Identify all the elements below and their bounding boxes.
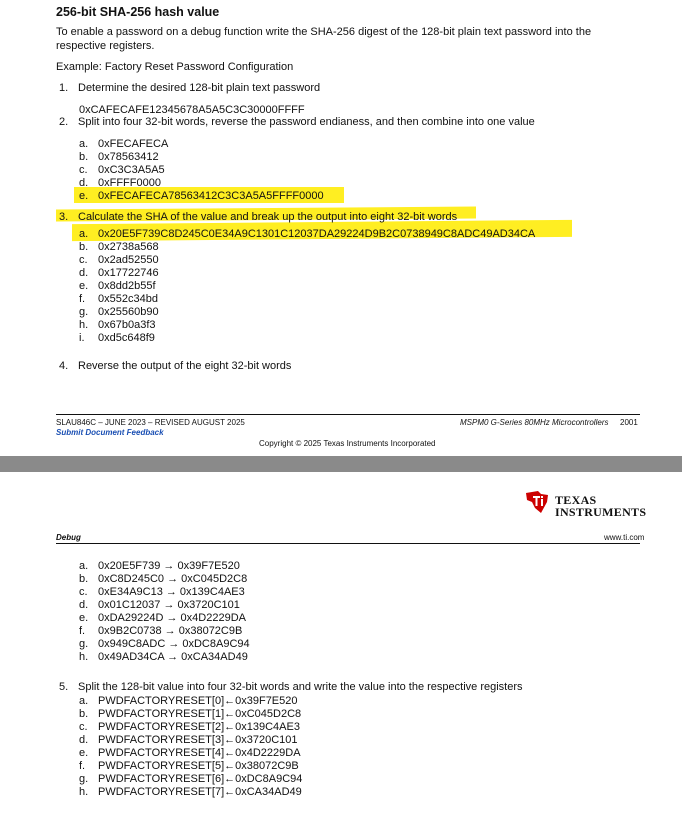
document-page-2	[0, 472, 682, 816]
list-item: 0x2738a568	[98, 241, 159, 253]
list-item-marker: b.	[79, 151, 89, 163]
list-item-marker: b.	[79, 573, 89, 585]
step-3-text: Calculate the SHA of the value and break up the output into eight 32-bit words	[78, 211, 458, 223]
list-item-marker: b.	[79, 241, 89, 253]
list-item: 0x552c34bd	[98, 293, 158, 305]
reversed-word: 0xDA29224D → 0x4D2229DA	[98, 612, 246, 624]
intro-line-1: To enable a password on a debug function write the SHA-256 digest of the 128-bit plain text password into the	[56, 26, 592, 38]
step-4-number: 4.	[59, 360, 69, 372]
list-item-marker: c.	[79, 164, 88, 176]
intro-line-2: respective registers.	[56, 40, 155, 52]
combined-value: 0xFECAFECA78563412C3C3A5A5FFFF0000	[98, 190, 324, 202]
list-item-marker: h.	[79, 786, 89, 798]
step-5-text: Split the 128-bit value into four 32-bit words and write the value into the respective registers	[78, 681, 523, 693]
list-item-marker: a.	[79, 228, 89, 240]
page-separator	[0, 456, 682, 472]
section-name: Debug	[56, 533, 81, 542]
list-item-marker: f.	[79, 625, 86, 637]
step-1-text: Determine the desired 128-bit plain text password	[78, 82, 321, 94]
list-item-marker: b.	[79, 708, 89, 720]
step-4-text: Reverse the output of the eight 32-bit words	[78, 360, 292, 372]
section-heading: 256-bit SHA-256 hash value	[56, 5, 220, 19]
logo-text-texas: TEXAS	[555, 493, 597, 507]
page-number: 2001	[620, 418, 638, 427]
list-item-marker: c.	[79, 721, 88, 733]
list-item: 0x2ad52550	[98, 254, 159, 266]
step-3-number: 3.	[59, 211, 69, 223]
list-item: 0x78563412	[98, 151, 159, 163]
step-1-number: 1.	[59, 82, 69, 94]
list-item-marker: h.	[79, 651, 89, 663]
website: www.ti.com	[604, 533, 645, 542]
plain-password-value: 0xCAFECAFE12345678A5A5C3C30000FFFF	[79, 104, 305, 116]
submit-feedback-link[interactable]: Submit Document Feedback	[56, 428, 164, 437]
reversed-word: 0xE34A9C13 → 0x139C4AE3	[98, 586, 245, 598]
list-item-marker: c.	[79, 586, 88, 598]
document-id: SLAU846C – JUNE 2023 – REVISED AUGUST 2025	[56, 418, 245, 427]
list-item: 0xC3C3A5A5	[98, 164, 165, 176]
reversed-word: 0xC8D245C0 → 0xC045D2C8	[98, 573, 248, 585]
reversed-word: 0x949C8ADC → 0xDC8A9C94	[98, 638, 250, 650]
reversed-word: 0x20E5F739 → 0x39F7E520	[98, 560, 240, 572]
list-item-marker: a.	[79, 695, 89, 707]
example-title: Example: Factory Reset Password Configuration	[56, 61, 294, 73]
list-item-marker: d.	[79, 177, 89, 189]
list-item-marker: f.	[79, 760, 86, 772]
list-item-marker: e.	[79, 280, 89, 292]
register-assignment: PWDFACTORYRESET[4]←0x4D2229DA	[98, 747, 301, 759]
list-item: 0x25560b90	[98, 306, 159, 318]
step-2-number: 2.	[59, 116, 69, 128]
register-assignment: PWDFACTORYRESET[0]←0x39F7E520	[98, 695, 298, 707]
ti-logo-icon	[524, 490, 550, 519]
list-item-marker: h.	[79, 319, 89, 331]
copyright: Copyright © 2025 Texas Instruments Incorporated	[259, 439, 436, 448]
list-item-marker: g.	[79, 638, 89, 650]
list-item-marker: d.	[79, 267, 89, 279]
list-item: 0x8dd2b55f	[98, 280, 156, 292]
list-item-marker: f.	[79, 293, 86, 305]
register-assignment: PWDFACTORYRESET[6]←0xDC8A9C94	[98, 773, 303, 785]
list-item-marker: i.	[79, 332, 85, 344]
register-assignment: PWDFACTORYRESET[2]←0x139C4AE3	[98, 721, 300, 733]
register-assignment: PWDFACTORYRESET[5]←0x38072C9B	[98, 760, 299, 772]
list-item-marker: e.	[79, 612, 89, 624]
list-item-marker: d.	[79, 734, 89, 746]
list-item: 0xd5c648f9	[98, 332, 155, 344]
logo-text-instruments: INSTRUMENTS	[555, 505, 647, 519]
list-item: 0xFFFF0000	[98, 177, 161, 189]
step-5-number: 5.	[59, 681, 69, 693]
register-assignment: PWDFACTORYRESET[3]←0x3720C101	[98, 734, 298, 746]
reversed-word: 0x49AD34CA → 0xCA34AD49	[98, 651, 248, 663]
list-item-marker: d.	[79, 599, 89, 611]
list-item-marker: c.	[79, 254, 88, 266]
register-assignment: PWDFACTORYRESET[7]←0xCA34AD49	[98, 786, 302, 798]
sha-digest-value: 0x20E5F739C8D245C0E34A9C1301C12037DA29224D9B2C0738949C8ADC49AD34CA	[98, 228, 536, 240]
footer-rule	[56, 414, 640, 415]
list-item-marker: g.	[79, 773, 89, 785]
list-item: 0x67b0a3f3	[98, 319, 156, 331]
header-rule	[56, 543, 640, 544]
list-item-marker: e.	[79, 747, 89, 759]
reversed-word: 0x9B2C0738 → 0x38072C9B	[98, 625, 243, 637]
reversed-word: 0x01C12037 → 0x3720C101	[98, 599, 240, 611]
list-item-marker: g.	[79, 306, 89, 318]
step-2-text: Split into four 32-bit words, reverse the password endianess, and then combine into one value	[78, 116, 535, 128]
list-item: 0x17722746	[98, 267, 159, 279]
product-name: MSPM0 G-Series 80MHz Microcontrollers	[460, 418, 609, 427]
list-item: 0xFECAFECA	[98, 138, 169, 150]
list-item-marker: a.	[79, 560, 89, 572]
list-item-marker: a.	[79, 138, 89, 150]
register-assignment: PWDFACTORYRESET[1]←0xC045D2C8	[98, 708, 302, 720]
list-item-marker: e.	[79, 190, 89, 202]
